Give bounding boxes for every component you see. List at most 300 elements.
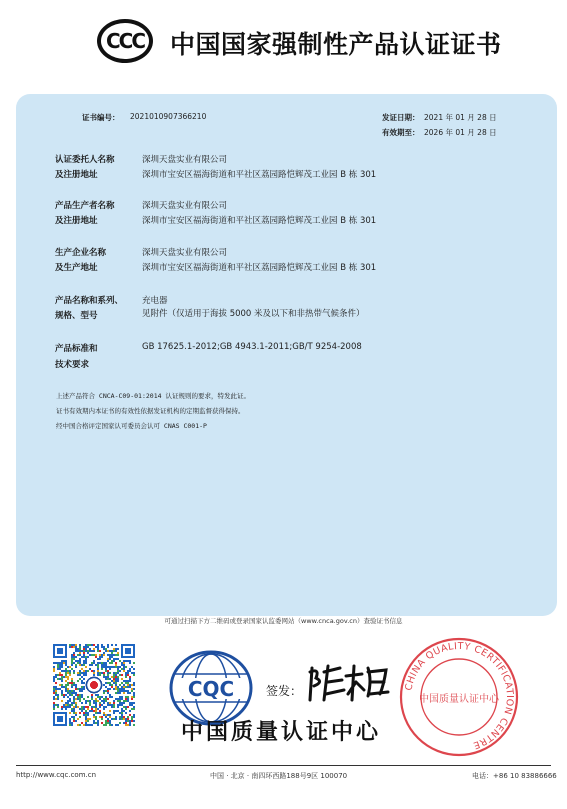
qr-module: [103, 708, 105, 710]
qr-module: [73, 710, 75, 712]
qr-module: [81, 696, 83, 698]
qr-module: [81, 702, 83, 704]
qr-module: [107, 672, 109, 674]
qr-module: [105, 682, 107, 684]
manufacturer-name: 深圳天盘实业有限公司: [142, 201, 228, 211]
qr-module: [121, 662, 123, 664]
qr-module: [113, 704, 115, 706]
qr-module: [103, 706, 105, 708]
qr-module: [125, 660, 127, 662]
qr-module: [111, 676, 113, 678]
qr-module: [95, 700, 97, 702]
qr-module: [107, 644, 109, 646]
ccc-logo: [97, 19, 153, 63]
qr-module: [73, 712, 75, 714]
qr-module: [67, 678, 69, 680]
qr-module: [97, 694, 99, 696]
qr-module: [83, 714, 85, 716]
qr-module: [73, 658, 75, 660]
qr-module: [95, 716, 97, 718]
qr-module: [59, 664, 61, 666]
qr-module: [79, 670, 81, 672]
qr-module: [81, 664, 83, 666]
qr-module: [127, 706, 129, 708]
qr-module: [75, 684, 77, 686]
official-seal: [398, 636, 520, 758]
qr-module: [121, 718, 123, 720]
qr-module: [95, 710, 97, 712]
qr-module: [67, 684, 69, 686]
qr-module: [131, 696, 133, 698]
qr-module: [101, 722, 103, 724]
qr-module: [65, 668, 67, 670]
qr-module: [73, 684, 75, 686]
qr-module: [127, 690, 129, 692]
certificate-number: 2021010907366210: [130, 112, 207, 121]
qr-module: [87, 646, 89, 648]
qr-module: [53, 690, 55, 692]
qr-module: [113, 658, 115, 660]
qr-module: [79, 696, 81, 698]
qr-module: [93, 670, 95, 672]
qr-module: [61, 692, 63, 694]
qr-module: [119, 688, 121, 690]
qr-module: [105, 700, 107, 702]
qr-module: [129, 714, 131, 716]
qr-module: [95, 654, 97, 656]
qr-module: [85, 706, 87, 708]
qr-module: [129, 710, 131, 712]
qr-module: [65, 672, 67, 674]
qr-module: [133, 694, 135, 696]
qr-module: [71, 724, 73, 726]
qr-module: [103, 666, 105, 668]
qr-module: [127, 718, 129, 720]
qr-module: [71, 644, 73, 646]
qr-module: [97, 696, 99, 698]
verification-note: 可通过扫描下方二维码或登录国家认监委网站（www.cnca.gov.cn）查验证书信息: [164, 617, 403, 625]
qr-module: [73, 652, 75, 654]
qr-module: [77, 648, 79, 650]
qr-module: [109, 668, 111, 670]
qr-module: [123, 692, 125, 694]
qr-module: [111, 704, 113, 706]
qr-module: [55, 682, 57, 684]
qr-module: [79, 690, 81, 692]
qr-module: [125, 666, 127, 668]
qr-module: [73, 718, 75, 720]
qr-module: [71, 678, 73, 680]
qr-module: [95, 694, 97, 696]
qr-module: [115, 654, 117, 656]
qr-module: [131, 684, 133, 686]
qr-module: [105, 720, 107, 722]
qr-module: [85, 666, 87, 668]
qr-module: [125, 722, 127, 724]
qr-module: [115, 692, 117, 694]
qr-module: [75, 644, 77, 646]
qr-module: [69, 698, 71, 700]
qr-module: [85, 718, 87, 720]
qr-module: [105, 706, 107, 708]
qr-module: [97, 708, 99, 710]
qr-module: [77, 724, 79, 726]
qr-module: [81, 680, 83, 682]
qr-module: [109, 658, 111, 660]
qr-module: [61, 666, 63, 668]
qr-module: [73, 670, 75, 672]
qr-module: [83, 648, 85, 650]
qr-module: [109, 684, 111, 686]
qr-module: [73, 706, 75, 708]
qr-module: [93, 706, 95, 708]
qr-module: [109, 724, 111, 726]
cqc-logo-text: CQC: [187, 677, 235, 701]
qr-module: [115, 658, 117, 660]
qr-module: [79, 700, 81, 702]
qr-module: [75, 702, 77, 704]
qr-module: [89, 654, 91, 656]
product-name: 充电器: [142, 296, 168, 306]
qr-module: [75, 660, 77, 662]
qr-module: [73, 716, 75, 718]
qr-module: [103, 674, 105, 676]
qr-module: [117, 672, 119, 674]
qr-module: [113, 712, 115, 714]
qr-module: [111, 660, 113, 662]
qr-module: [127, 696, 129, 698]
qr-module: [107, 676, 109, 678]
qr-module: [111, 724, 113, 726]
qr-module: [67, 700, 69, 702]
qr-module: [79, 644, 81, 646]
qr-module: [89, 644, 91, 646]
qr-module: [93, 644, 95, 646]
qr-module: [119, 700, 121, 702]
qr-module: [133, 706, 135, 708]
qr-module: [83, 672, 85, 674]
applicant-address-label: 及注册地址: [55, 170, 98, 180]
qr-module: [91, 706, 93, 708]
qr-module: [87, 718, 89, 720]
qr-module: [55, 674, 57, 676]
qr-module: [85, 714, 87, 716]
qr-module: [95, 706, 97, 708]
qr-module: [107, 650, 109, 652]
qr-module: [99, 710, 101, 712]
qr-module: [121, 712, 123, 714]
qr-module: [107, 682, 109, 684]
qr-module: [93, 716, 95, 718]
qr-module: [89, 704, 91, 706]
note-line-3: 经中国合格评定国家认可委员会认可 CNAS C001-P: [56, 422, 207, 430]
qr-module: [125, 698, 127, 700]
qr-module: [119, 674, 121, 676]
qr-module: [69, 670, 71, 672]
qr-module: [69, 724, 71, 726]
qr-module: [85, 712, 87, 714]
qr-module: [121, 686, 123, 688]
issue-date-label: 发证日期：: [382, 113, 420, 122]
qr-module: [79, 688, 81, 690]
qr-module: [53, 666, 55, 668]
qr-module: [71, 704, 73, 706]
qr-module: [59, 666, 61, 668]
qr-module: [83, 708, 85, 710]
qr-module: [73, 654, 75, 656]
qr-module: [67, 666, 69, 668]
qr-module: [133, 662, 135, 664]
qr-module: [75, 646, 77, 648]
qr-module: [105, 714, 107, 716]
qr-module: [85, 650, 87, 652]
qr-module: [113, 678, 115, 680]
qr-module: [123, 710, 125, 712]
qr-module: [77, 718, 79, 720]
qr-module: [103, 676, 105, 678]
qr-module: [83, 650, 85, 652]
qr-module: [119, 666, 121, 668]
qr-module: [77, 698, 79, 700]
qr-module: [53, 704, 55, 706]
qr-module: [71, 680, 73, 682]
qr-module: [77, 694, 79, 696]
qr-module: [105, 666, 107, 668]
qr-module: [93, 650, 95, 652]
qr-module: [69, 718, 71, 720]
footer-website-link[interactable]: http://www.cqc.com.cn: [16, 771, 97, 779]
qr-module: [125, 672, 127, 674]
qr-module: [75, 656, 77, 658]
qr-module: [109, 666, 111, 668]
qr-module: [119, 722, 121, 724]
qr-module: [127, 684, 129, 686]
qr-module: [81, 688, 83, 690]
qr-module: [93, 710, 95, 712]
seal-outer-text: CHINA QUALITY CERTIFICATION CENTRE: [403, 640, 516, 751]
seal-inner-text: 中国质量认证中心: [419, 694, 499, 705]
qr-module: [117, 704, 119, 706]
qr-module: [69, 644, 71, 646]
qr-module: [63, 670, 65, 672]
qr-module: [101, 646, 103, 648]
qr-module: [129, 704, 131, 706]
qr-module: [109, 696, 111, 698]
qr-module: [79, 672, 81, 674]
qr-module: [65, 680, 67, 682]
qr-module: [129, 676, 131, 678]
qr-module: [81, 682, 83, 684]
qr-module: [109, 694, 111, 696]
valid-until-label: 有效期至：: [382, 128, 420, 137]
applicant-name: 深圳天盘实业有限公司: [142, 155, 228, 165]
qr-module: [71, 660, 73, 662]
qr-module: [93, 662, 95, 664]
qr-module: [103, 648, 105, 650]
qr-module: [67, 676, 69, 678]
qr-module: [115, 688, 117, 690]
qr-module: [89, 702, 91, 704]
qr-module: [83, 646, 85, 648]
qr-module: [63, 694, 65, 696]
qr-module: [115, 684, 117, 686]
manufacturer-address: 深圳市宝安区福海街道和平社区荔园路恺辉茂工业园 B 栋 301: [142, 216, 377, 226]
qr-module: [85, 672, 87, 674]
qr-module: [117, 680, 119, 682]
qr-module: [75, 648, 77, 650]
qr-module: [127, 680, 129, 682]
note-line-1: 上述产品符合 CNCA-C09-01:2014 认证规则的要求，特发此证。: [56, 392, 250, 400]
qr-module: [123, 718, 125, 720]
qr-module: [103, 702, 105, 704]
qr-module: [133, 696, 135, 698]
qr-module: [95, 646, 97, 648]
qr-module: [123, 662, 125, 664]
qr-module: [95, 718, 97, 720]
qr-module: [83, 652, 85, 654]
qr-module: [69, 722, 71, 724]
qr-module: [73, 696, 75, 698]
qr-module: [97, 720, 99, 722]
qr-module: [61, 708, 63, 710]
qr-module: [121, 708, 123, 710]
qr-module: [87, 670, 89, 672]
qr-module: [127, 674, 129, 676]
qr-module: [125, 690, 127, 692]
qr-module: [75, 686, 77, 688]
qr-module: [121, 702, 123, 704]
qr-module: [89, 700, 91, 702]
qr-module: [133, 682, 135, 684]
qr-module: [77, 662, 79, 664]
qr-module: [69, 682, 71, 684]
qr-module: [109, 656, 111, 658]
qr-module: [121, 698, 123, 700]
qr-module: [127, 724, 129, 726]
qr-module: [133, 716, 135, 718]
qr-module: [79, 724, 81, 726]
qr-module: [97, 662, 99, 664]
qr-module: [125, 686, 127, 688]
qr-module: [79, 648, 81, 650]
qr-module: [57, 694, 59, 696]
qr-module: [53, 708, 55, 710]
qr-module: [123, 664, 125, 666]
qr-module: [57, 678, 59, 680]
qr-module: [81, 722, 83, 724]
qr-module: [127, 692, 129, 694]
qr-module: [101, 704, 103, 706]
qr-module: [55, 690, 57, 692]
qr-module: [83, 656, 85, 658]
qr-module: [121, 710, 123, 712]
technical-requirements-label: 技术要求: [55, 360, 90, 370]
qr-module: [101, 716, 103, 718]
qr-module: [85, 702, 87, 704]
qr-module: [75, 706, 77, 708]
qr-module: [113, 674, 115, 676]
qr-module: [79, 664, 81, 666]
qr-module: [117, 670, 119, 672]
qr-module: [53, 680, 55, 682]
qr-module: [101, 672, 103, 674]
qr-module: [89, 650, 91, 652]
qr-module: [83, 724, 85, 726]
qr-module: [81, 690, 83, 692]
qr-code[interactable]: [53, 644, 135, 726]
qr-module: [109, 702, 111, 704]
qr-module: [57, 688, 59, 690]
qr-module: [93, 660, 95, 662]
qr-module: [93, 722, 95, 724]
qr-module: [65, 694, 67, 696]
qr-module: [119, 702, 121, 704]
qr-module: [109, 722, 111, 724]
qr-module: [127, 682, 129, 684]
qr-module: [65, 704, 67, 706]
qr-module: [93, 674, 95, 676]
qr-module: [105, 670, 107, 672]
qr-module: [67, 690, 69, 692]
qr-module: [99, 662, 101, 664]
qr-module: [127, 720, 129, 722]
qr-module: [67, 688, 69, 690]
qr-module: [107, 718, 109, 720]
qr-module: [111, 662, 113, 664]
qr-module: [85, 700, 87, 702]
qr-module: [117, 678, 119, 680]
qr-module: [87, 696, 89, 698]
qr-module: [99, 716, 101, 718]
qr-module: [107, 678, 109, 680]
qr-module: [93, 648, 95, 650]
qr-module: [69, 694, 71, 696]
qr-module: [125, 680, 127, 682]
qr-module: [79, 708, 81, 710]
qr-module: [75, 650, 77, 652]
qr-module: [53, 692, 55, 694]
certificate-number-label: 证书编号：: [82, 113, 120, 122]
qr-module: [71, 708, 73, 710]
qr-module: [109, 662, 111, 664]
qr-module: [57, 668, 59, 670]
qr-module: [61, 670, 63, 672]
qr-module: [125, 712, 127, 714]
qr-module: [65, 664, 67, 666]
qr-module: [71, 658, 73, 660]
qr-module: [125, 674, 127, 676]
qr-module: [103, 692, 105, 694]
qr-module: [115, 724, 117, 726]
qr-module: [105, 664, 107, 666]
qr-module: [85, 656, 87, 658]
qr-module: [105, 724, 107, 726]
qr-module: [119, 712, 121, 714]
qr-module: [69, 700, 71, 702]
qr-module: [113, 654, 115, 656]
qr-module: [91, 654, 93, 656]
qr-module: [103, 646, 105, 648]
qr-module: [79, 660, 81, 662]
qr-module: [87, 724, 89, 726]
qr-module: [77, 672, 79, 674]
qr-module: [125, 708, 127, 710]
qr-module: [77, 688, 79, 690]
qr-module: [91, 710, 93, 712]
qr-module: [129, 668, 131, 670]
qr-module: [97, 668, 99, 670]
qr-module: [95, 704, 97, 706]
